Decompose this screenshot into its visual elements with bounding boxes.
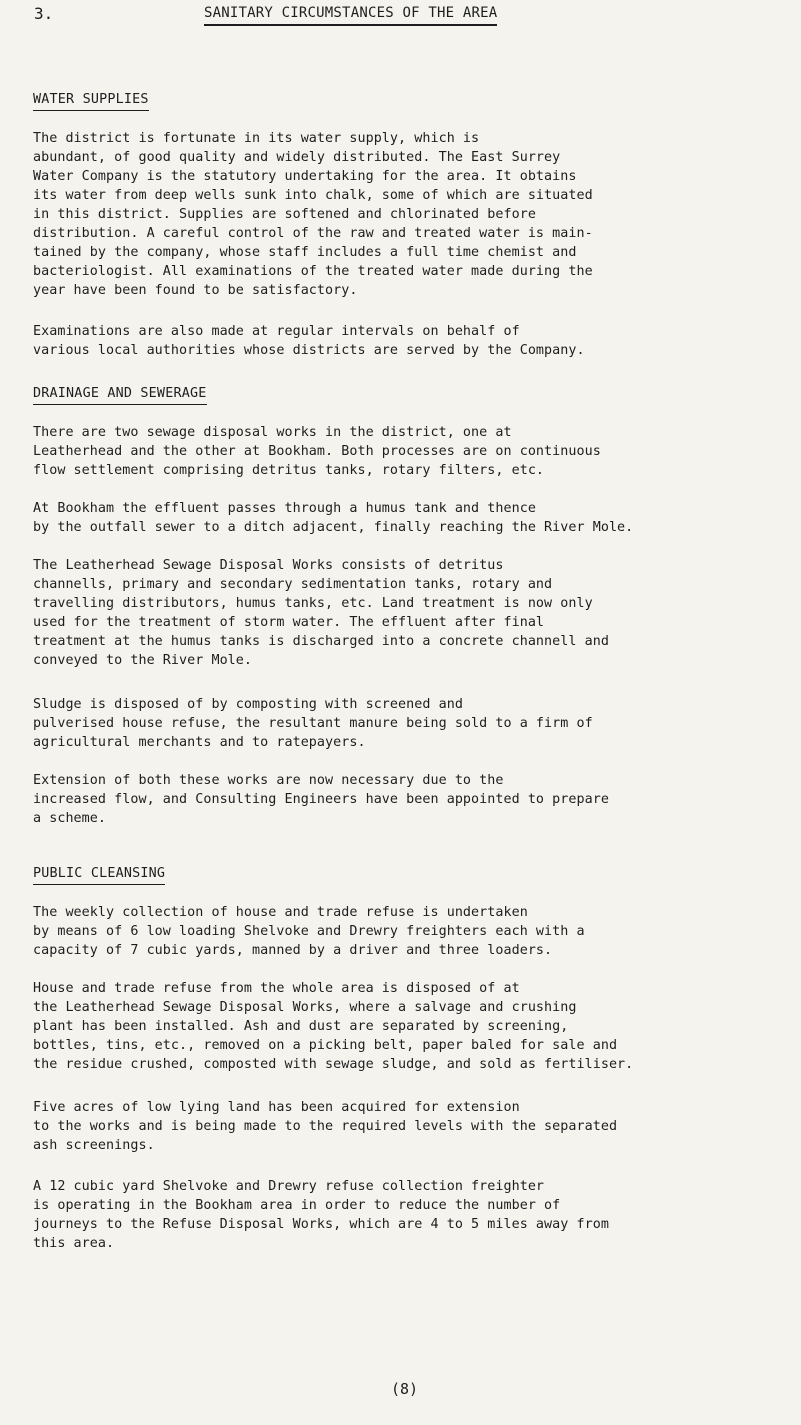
paragraph: Sludge is disposed of by composting with screened and pulverised house refuse, the resultant manure being sold to a firm of agricultural merchants and to ratepayers. <box>33 697 593 750</box>
paragraph: Extension of both these works are now necessary due to the increased flow, and Consulting Engineers have been appointed to prepare a scheme. <box>33 773 609 826</box>
page-folio: (8) <box>391 1380 419 1398</box>
paragraph: The Leatherhead Sewage Disposal Works consists of detritus channells, primary and secondary sedimentation tanks, rotary and travelling distributors, humus tanks, etc. Land treatment is now only used for the treatment of storm water. The effluent after final treatment at the humus tanks is discharged into a concrete channell and conveyed to the River Mole. <box>33 558 609 668</box>
paragraph: Examinations are also made at regular intervals on behalf of various local authorities whose districts are served by the Company. <box>33 324 585 358</box>
page-number: 3. <box>34 4 54 23</box>
section-heading-drainage-and-sewerage: DRAINAGE AND SEWERAGE <box>33 384 207 405</box>
paragraph: A 12 cubic yard Shelvoke and Drewry refuse collection freighter is operating in the Bookham area in order to reduce the number of journeys to the Refuse Disposal Works, which are 4 to 5 miles away from this area. <box>33 1179 609 1251</box>
paragraph: The weekly collection of house and trade refuse is undertaken by means of 6 low loading Shelvoke and Drewry freighters each with a capacity of 7 cubic yards, manned by a driver and three loaders. <box>33 905 585 958</box>
paragraph: The district is fortunate in its water supply, which is abundant, of good quality and widely distributed. The East Surrey Water Company is the statutory undertaking for the area. It obtains its water from deep wells sunk into chalk, some of which are situated in this district. Supplies are softened and chlorinated before distribution. A careful control of the raw and treated water is main- tained by the company, whose staff includes a full time chemist and bacteriologist. All examinations of the treated water made during the year have been found to be satisfactory. <box>33 131 593 298</box>
paragraph: There are two sewage disposal works in the district, one at Leatherhead and the other at Bookham. Both processes are on continuous flow settlement comprising detritus tanks, rotary filters, etc. <box>33 425 601 478</box>
paragraph: At Bookham the effluent passes through a humus tank and thence by the outfall sewer to a ditch adjacent, finally reaching the River Mole. <box>33 501 634 535</box>
paragraph: House and trade refuse from the whole area is disposed of at the Leatherhead Sewage Disposal Works, where a salvage and crushing plant has been installed. Ash and dust are separated by screening, bottles, tins, etc., removed on a picking belt, paper baled for sale and the residue crushed, composted with sewage sludge, and sold as fertiliser. <box>33 981 634 1072</box>
paragraph: Five acres of low lying land has been acquired for extension to the works and is being made to the required levels with the separated ash screenings. <box>33 1100 618 1153</box>
page-title: SANITARY CIRCUMSTANCES OF THE AREA <box>204 4 497 26</box>
section-heading-water-supplies: WATER SUPPLIES <box>33 90 149 111</box>
page-header <box>34 4 774 30</box>
section-heading-public-cleansing: PUBLIC CLEANSING <box>33 864 165 885</box>
